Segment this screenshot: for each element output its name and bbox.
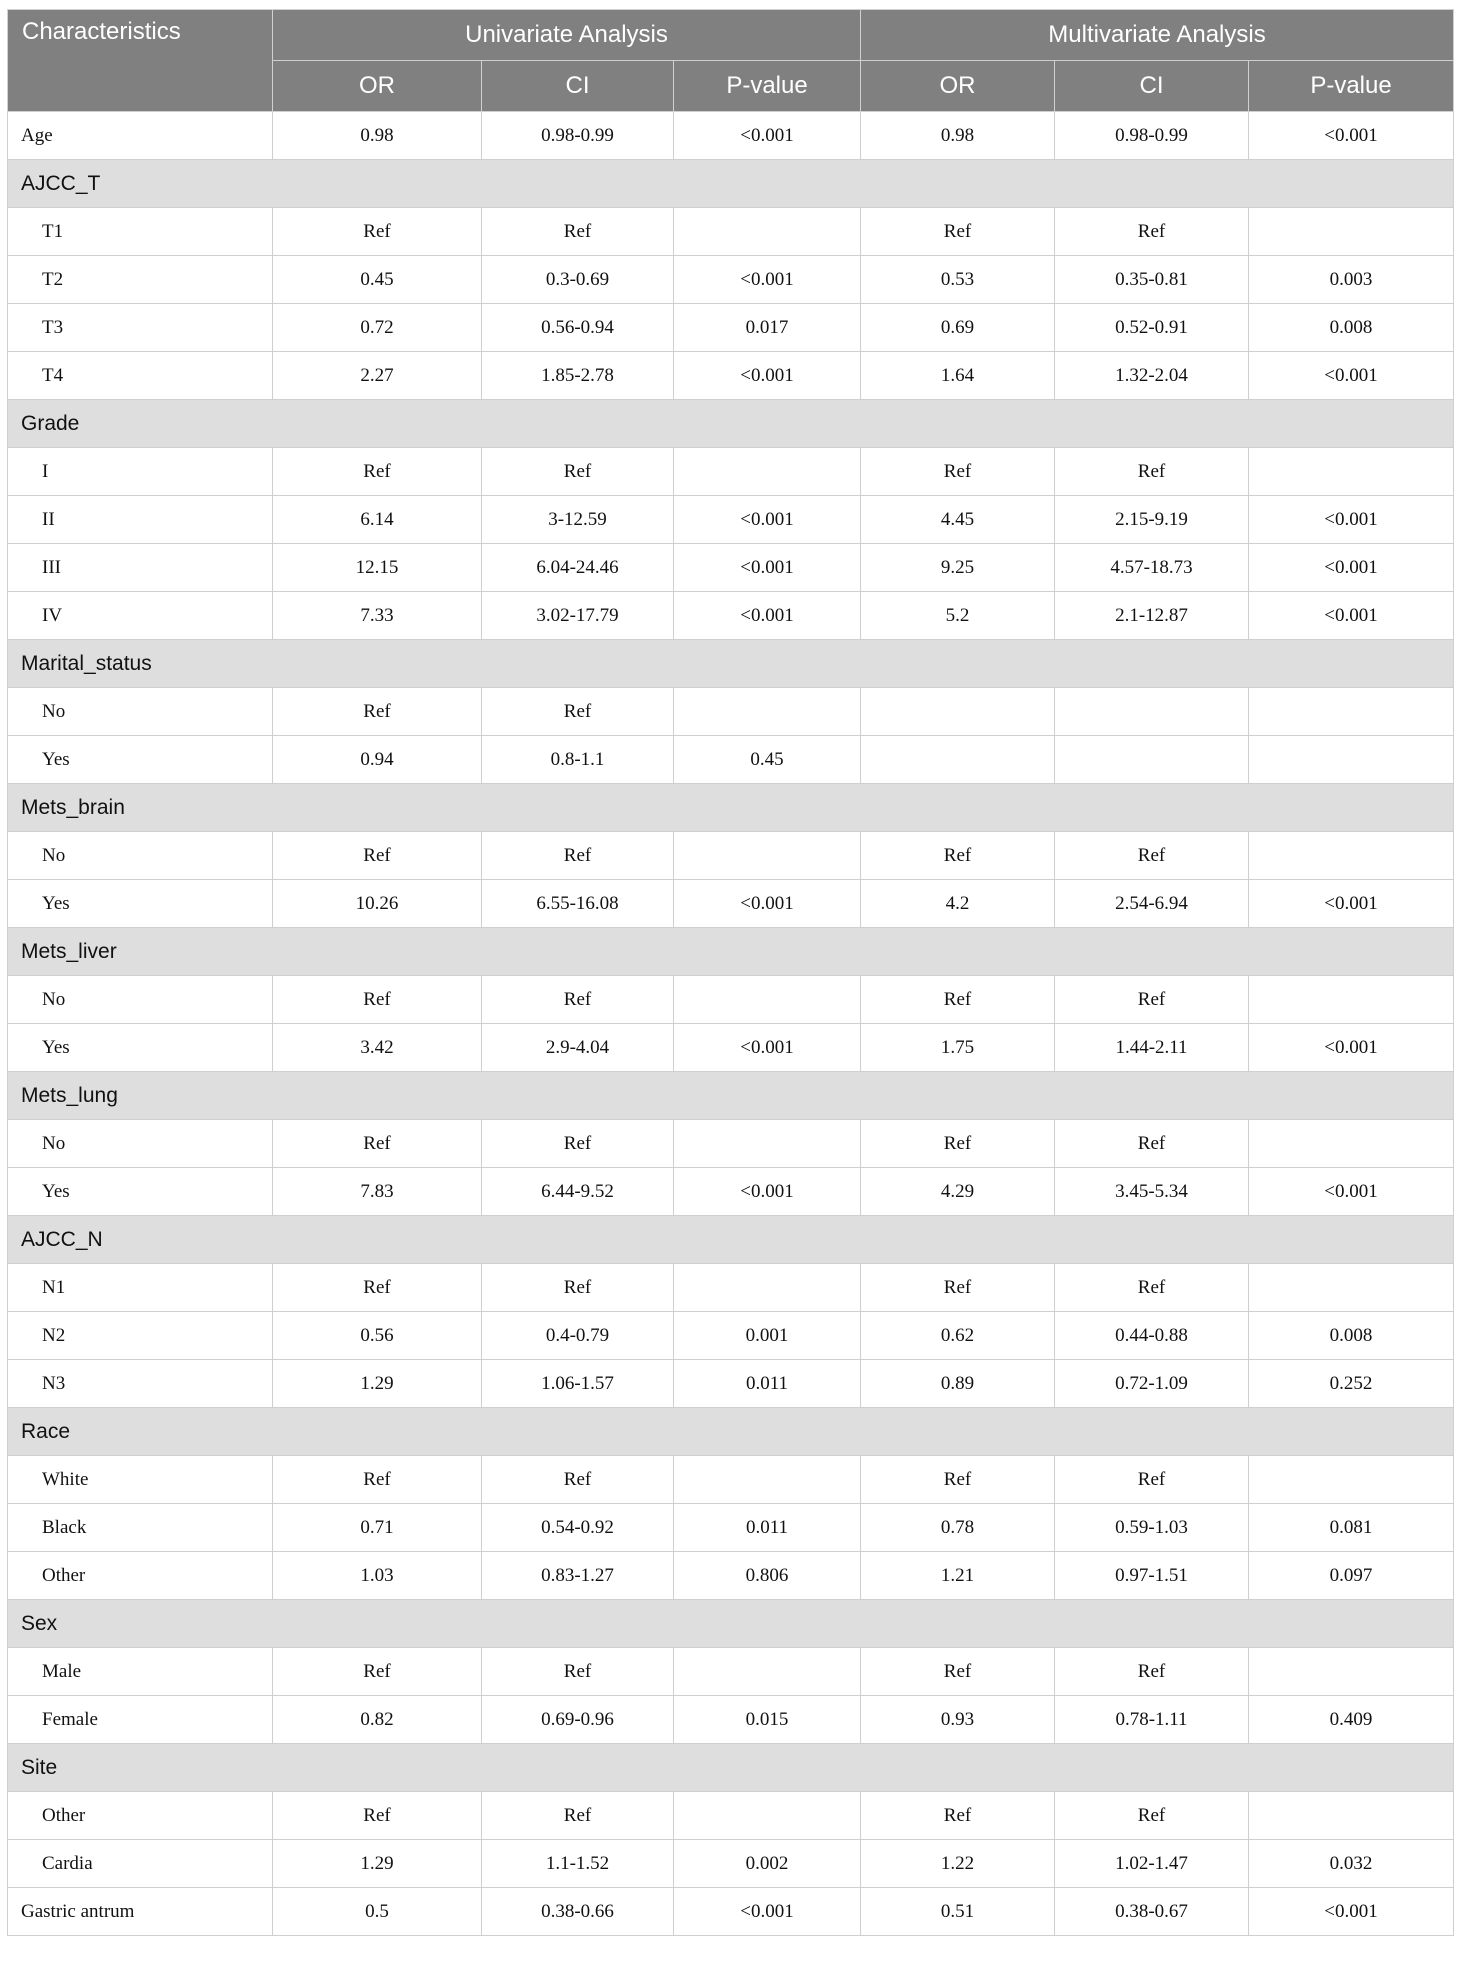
cell-univariate-or: 1.29 [273, 1360, 482, 1408]
cell-univariate-or: 12.15 [273, 544, 482, 592]
cell-univariate-or: 7.83 [273, 1168, 482, 1216]
cell-univariate-ci: 0.83-1.27 [482, 1552, 674, 1600]
group-label: Grade [8, 400, 1454, 448]
cell-univariate-pvalue: <0.001 [674, 1168, 861, 1216]
cell-univariate-pvalue [674, 1792, 861, 1840]
cell-multivariate-or: Ref [861, 976, 1055, 1024]
cell-univariate-or: Ref [273, 688, 482, 736]
table-row [8, 496, 1454, 544]
cell-multivariate-ci: 0.52-0.91 [1055, 304, 1249, 352]
group-label: Sex [8, 1600, 1454, 1648]
cell-univariate-or: 0.45 [273, 256, 482, 304]
cell-univariate-pvalue [674, 688, 861, 736]
cell-multivariate-or: 0.93 [861, 1696, 1055, 1744]
cell-univariate-ci: 0.4-0.79 [482, 1312, 674, 1360]
cell-univariate-pvalue: <0.001 [674, 496, 861, 544]
table-row [8, 112, 1454, 160]
cell-multivariate-or: Ref [861, 448, 1055, 496]
header-multivariate: Multivariate Analysis [861, 10, 1454, 61]
cell-univariate-or: 0.82 [273, 1696, 482, 1744]
cell-univariate-ci: 0.56-0.94 [482, 304, 674, 352]
cell-multivariate-ci [1055, 736, 1249, 784]
cell-multivariate-or: 5.2 [861, 592, 1055, 640]
cell-multivariate-pvalue: 0.008 [1249, 304, 1454, 352]
row-label: Yes [8, 1024, 273, 1072]
cell-multivariate-ci [1055, 688, 1249, 736]
cell-univariate-ci: Ref [482, 208, 674, 256]
table-row [8, 1120, 1454, 1168]
header-univariate-ci: CI [482, 61, 674, 112]
cell-univariate-or: Ref [273, 976, 482, 1024]
cell-univariate-or: 0.72 [273, 304, 482, 352]
header-row-groups [8, 10, 1454, 61]
cell-multivariate-ci: Ref [1055, 448, 1249, 496]
cell-univariate-pvalue [674, 1264, 861, 1312]
cell-univariate-pvalue: 0.015 [674, 1696, 861, 1744]
cell-univariate-or: 2.27 [273, 352, 482, 400]
cell-univariate-or: Ref [273, 1456, 482, 1504]
group-label: AJCC_T [8, 160, 1454, 208]
row-label: Gastric antrum [8, 1888, 273, 1936]
group-label: AJCC_N [8, 1216, 1454, 1264]
cell-univariate-or: Ref [273, 1120, 482, 1168]
cell-univariate-ci: 6.04-24.46 [482, 544, 674, 592]
cell-univariate-pvalue: 0.002 [674, 1840, 861, 1888]
group-label: Marital_status [8, 640, 1454, 688]
table-row [8, 1696, 1454, 1744]
group-label: Mets_liver [8, 928, 1454, 976]
cell-multivariate-or: 4.2 [861, 880, 1055, 928]
cell-univariate-ci: Ref [482, 976, 674, 1024]
cell-multivariate-or: 1.64 [861, 352, 1055, 400]
row-label: IV [8, 592, 273, 640]
row-label: White [8, 1456, 273, 1504]
cell-univariate-pvalue [674, 208, 861, 256]
cell-multivariate-or [861, 688, 1055, 736]
cell-multivariate-ci: Ref [1055, 976, 1249, 1024]
row-label: Cardia [8, 1840, 273, 1888]
group-header-row [8, 928, 1454, 976]
cell-univariate-ci: 0.3-0.69 [482, 256, 674, 304]
cell-univariate-pvalue: <0.001 [674, 880, 861, 928]
cell-multivariate-pvalue: <0.001 [1249, 112, 1454, 160]
cell-univariate-pvalue: 0.001 [674, 1312, 861, 1360]
cell-multivariate-ci: 4.57-18.73 [1055, 544, 1249, 592]
cell-univariate-or: Ref [273, 1648, 482, 1696]
cell-univariate-ci: 1.1-1.52 [482, 1840, 674, 1888]
group-label: Mets_brain [8, 784, 1454, 832]
table-body [8, 112, 1454, 1936]
cell-multivariate-ci: Ref [1055, 1792, 1249, 1840]
cell-univariate-pvalue [674, 1648, 861, 1696]
cell-multivariate-or: 0.51 [861, 1888, 1055, 1936]
cell-multivariate-or: Ref [861, 1456, 1055, 1504]
cell-univariate-or: 0.71 [273, 1504, 482, 1552]
cell-univariate-or: 0.98 [273, 112, 482, 160]
cell-multivariate-ci: 1.32-2.04 [1055, 352, 1249, 400]
cell-multivariate-pvalue: <0.001 [1249, 496, 1454, 544]
table-row [8, 832, 1454, 880]
cell-univariate-or: Ref [273, 1792, 482, 1840]
cell-multivariate-ci: 0.35-0.81 [1055, 256, 1249, 304]
cell-univariate-or: 3.42 [273, 1024, 482, 1072]
cell-multivariate-ci: 0.97-1.51 [1055, 1552, 1249, 1600]
cell-multivariate-ci: Ref [1055, 1456, 1249, 1504]
row-label: No [8, 688, 273, 736]
cell-multivariate-ci: 0.44-0.88 [1055, 1312, 1249, 1360]
cell-multivariate-pvalue [1249, 832, 1454, 880]
header-multivariate-or: OR [861, 61, 1055, 112]
cell-multivariate-pvalue: <0.001 [1249, 1168, 1454, 1216]
cell-multivariate-pvalue [1249, 1264, 1454, 1312]
table-row [8, 1648, 1454, 1696]
cell-multivariate-ci: 0.98-0.99 [1055, 112, 1249, 160]
group-header-row [8, 1072, 1454, 1120]
cell-univariate-ci: 0.38-0.66 [482, 1888, 674, 1936]
cell-multivariate-pvalue [1249, 1648, 1454, 1696]
cell-univariate-or: Ref [273, 1264, 482, 1312]
cell-multivariate-or: Ref [861, 1792, 1055, 1840]
cell-multivariate-or: 0.53 [861, 256, 1055, 304]
cell-univariate-pvalue: 0.45 [674, 736, 861, 784]
group-label: Mets_lung [8, 1072, 1454, 1120]
row-label: Age [8, 112, 273, 160]
cell-univariate-pvalue [674, 1120, 861, 1168]
row-label: T2 [8, 256, 273, 304]
cell-univariate-or: 6.14 [273, 496, 482, 544]
cell-univariate-ci: 3.02-17.79 [482, 592, 674, 640]
cell-multivariate-ci: Ref [1055, 1648, 1249, 1696]
table-row [8, 544, 1454, 592]
cell-multivariate-pvalue: <0.001 [1249, 880, 1454, 928]
group-header-row [8, 1600, 1454, 1648]
table-row [8, 592, 1454, 640]
cell-univariate-ci: 0.54-0.92 [482, 1504, 674, 1552]
cell-multivariate-ci: Ref [1055, 208, 1249, 256]
table-row [8, 352, 1454, 400]
row-label: I [8, 448, 273, 496]
table-row [8, 1792, 1454, 1840]
cell-univariate-ci: 0.69-0.96 [482, 1696, 674, 1744]
cell-multivariate-or: 9.25 [861, 544, 1055, 592]
cell-multivariate-ci: Ref [1055, 832, 1249, 880]
row-label: N3 [8, 1360, 273, 1408]
cell-multivariate-pvalue [1249, 736, 1454, 784]
cell-multivariate-pvalue: <0.001 [1249, 592, 1454, 640]
cell-multivariate-pvalue [1249, 1792, 1454, 1840]
row-label: Black [8, 1504, 273, 1552]
cell-univariate-or: Ref [273, 448, 482, 496]
table-row [8, 1312, 1454, 1360]
row-label: II [8, 496, 273, 544]
group-header-row [8, 640, 1454, 688]
cell-multivariate-pvalue: <0.001 [1249, 544, 1454, 592]
table-row [8, 1456, 1454, 1504]
cell-univariate-or: Ref [273, 208, 482, 256]
cell-multivariate-ci: Ref [1055, 1120, 1249, 1168]
cell-univariate-pvalue: <0.001 [674, 1888, 861, 1936]
table-row [8, 688, 1454, 736]
cell-univariate-ci: 2.9-4.04 [482, 1024, 674, 1072]
cell-univariate-ci: Ref [482, 1120, 674, 1168]
row-label: No [8, 976, 273, 1024]
cell-univariate-ci: 0.98-0.99 [482, 112, 674, 160]
cell-univariate-ci: 0.8-1.1 [482, 736, 674, 784]
cell-multivariate-or: Ref [861, 832, 1055, 880]
row-label: Yes [8, 1168, 273, 1216]
cell-univariate-or: 1.03 [273, 1552, 482, 1600]
cell-multivariate-pvalue [1249, 1456, 1454, 1504]
cell-multivariate-ci: 2.15-9.19 [1055, 496, 1249, 544]
group-header-row [8, 784, 1454, 832]
row-label: Female [8, 1696, 273, 1744]
table-row [8, 880, 1454, 928]
cell-univariate-ci: 3-12.59 [482, 496, 674, 544]
table-row [8, 1168, 1454, 1216]
table-row [8, 976, 1454, 1024]
group-label: Site [8, 1744, 1454, 1792]
cell-univariate-pvalue [674, 1456, 861, 1504]
row-label: N2 [8, 1312, 273, 1360]
cell-multivariate-or: Ref [861, 1264, 1055, 1312]
table-row [8, 1360, 1454, 1408]
table-row [8, 1840, 1454, 1888]
group-label: Race [8, 1408, 1454, 1456]
cell-univariate-pvalue: 0.017 [674, 304, 861, 352]
group-header-row [8, 1408, 1454, 1456]
cell-univariate-pvalue: <0.001 [674, 352, 861, 400]
row-label: No [8, 1120, 273, 1168]
cell-multivariate-ci: 0.72-1.09 [1055, 1360, 1249, 1408]
row-label: Male [8, 1648, 273, 1696]
cell-multivariate-pvalue: 0.409 [1249, 1696, 1454, 1744]
cell-multivariate-pvalue: <0.001 [1249, 352, 1454, 400]
cell-multivariate-pvalue: 0.032 [1249, 1840, 1454, 1888]
header-multivariate-pvalue: P-value [1249, 61, 1454, 112]
cell-multivariate-pvalue: 0.097 [1249, 1552, 1454, 1600]
cell-multivariate-or: 4.29 [861, 1168, 1055, 1216]
cell-univariate-ci: Ref [482, 448, 674, 496]
cell-univariate-pvalue [674, 976, 861, 1024]
cell-univariate-or: Ref [273, 832, 482, 880]
cell-multivariate-pvalue: 0.008 [1249, 1312, 1454, 1360]
cell-univariate-pvalue: <0.001 [674, 544, 861, 592]
row-label: No [8, 832, 273, 880]
cell-multivariate-pvalue: 0.081 [1249, 1504, 1454, 1552]
cell-multivariate-ci: 0.38-0.67 [1055, 1888, 1249, 1936]
cell-multivariate-or: 0.89 [861, 1360, 1055, 1408]
cell-univariate-or: 0.94 [273, 736, 482, 784]
row-label: III [8, 544, 273, 592]
cell-univariate-pvalue: <0.001 [674, 256, 861, 304]
cell-univariate-or: 10.26 [273, 880, 482, 928]
row-label: T4 [8, 352, 273, 400]
cell-multivariate-or: 0.62 [861, 1312, 1055, 1360]
cell-multivariate-ci: 0.59-1.03 [1055, 1504, 1249, 1552]
table-row [8, 1264, 1454, 1312]
cell-multivariate-pvalue [1249, 1120, 1454, 1168]
group-header-row [8, 160, 1454, 208]
cell-univariate-ci: Ref [482, 1648, 674, 1696]
cell-multivariate-pvalue [1249, 208, 1454, 256]
cell-multivariate-ci: 1.02-1.47 [1055, 1840, 1249, 1888]
cell-univariate-pvalue: <0.001 [674, 112, 861, 160]
cell-multivariate-ci: Ref [1055, 1264, 1249, 1312]
header-univariate-or: OR [273, 61, 482, 112]
cell-univariate-ci: 6.55-16.08 [482, 880, 674, 928]
table-row [8, 1504, 1454, 1552]
row-label: Yes [8, 880, 273, 928]
cell-univariate-or: 1.29 [273, 1840, 482, 1888]
cell-multivariate-or: Ref [861, 1120, 1055, 1168]
table-row [8, 1552, 1454, 1600]
row-label: Other [8, 1552, 273, 1600]
cell-multivariate-or: 0.98 [861, 112, 1055, 160]
table-row [8, 1888, 1454, 1936]
header-univariate: Univariate Analysis [273, 10, 861, 61]
table-row [8, 736, 1454, 784]
cell-multivariate-ci: 0.78-1.11 [1055, 1696, 1249, 1744]
cell-multivariate-ci: 3.45-5.34 [1055, 1168, 1249, 1216]
cell-multivariate-or: Ref [861, 208, 1055, 256]
cell-multivariate-or: 0.69 [861, 304, 1055, 352]
cell-univariate-ci: 6.44-9.52 [482, 1168, 674, 1216]
row-label: Other [8, 1792, 273, 1840]
cell-univariate-or: 0.5 [273, 1888, 482, 1936]
cell-univariate-ci: 1.06-1.57 [482, 1360, 674, 1408]
cell-multivariate-or: 1.75 [861, 1024, 1055, 1072]
cell-multivariate-or [861, 736, 1055, 784]
cell-univariate-pvalue [674, 832, 861, 880]
cell-univariate-ci: Ref [482, 1264, 674, 1312]
cell-univariate-pvalue: <0.001 [674, 592, 861, 640]
cell-multivariate-pvalue [1249, 448, 1454, 496]
cell-multivariate-ci: 1.44-2.11 [1055, 1024, 1249, 1072]
cell-multivariate-pvalue: 0.003 [1249, 256, 1454, 304]
group-header-row [8, 1744, 1454, 1792]
header-characteristics: Characteristics [8, 10, 273, 112]
row-label: Yes [8, 736, 273, 784]
header-univariate-pvalue: P-value [674, 61, 861, 112]
cell-multivariate-pvalue [1249, 976, 1454, 1024]
cell-univariate-ci: Ref [482, 1792, 674, 1840]
cell-univariate-ci: Ref [482, 1456, 674, 1504]
cell-univariate-pvalue: 0.806 [674, 1552, 861, 1600]
row-label: T3 [8, 304, 273, 352]
table-row [8, 256, 1454, 304]
cell-univariate-ci: 1.85-2.78 [482, 352, 674, 400]
cell-univariate-ci: Ref [482, 832, 674, 880]
cell-multivariate-pvalue: <0.001 [1249, 1024, 1454, 1072]
group-header-row [8, 1216, 1454, 1264]
table-container [7, 9, 1453, 1936]
cell-univariate-pvalue [674, 448, 861, 496]
table-row [8, 208, 1454, 256]
table-row [8, 304, 1454, 352]
table-row [8, 448, 1454, 496]
regression-table [7, 9, 1454, 1936]
cell-univariate-pvalue: 0.011 [674, 1504, 861, 1552]
header-multivariate-ci: CI [1055, 61, 1249, 112]
cell-multivariate-or: 4.45 [861, 496, 1055, 544]
cell-multivariate-ci: 2.1-12.87 [1055, 592, 1249, 640]
cell-multivariate-ci: 2.54-6.94 [1055, 880, 1249, 928]
cell-univariate-or: 7.33 [273, 592, 482, 640]
cell-univariate-ci: Ref [482, 688, 674, 736]
row-label: T1 [8, 208, 273, 256]
cell-multivariate-pvalue: 0.252 [1249, 1360, 1454, 1408]
cell-univariate-pvalue: <0.001 [674, 1024, 861, 1072]
cell-multivariate-or: Ref [861, 1648, 1055, 1696]
table-row [8, 1024, 1454, 1072]
cell-multivariate-or: 1.22 [861, 1840, 1055, 1888]
row-label: N1 [8, 1264, 273, 1312]
cell-multivariate-pvalue [1249, 688, 1454, 736]
cell-multivariate-or: 1.21 [861, 1552, 1055, 1600]
table-header [8, 10, 1454, 112]
cell-univariate-pvalue: 0.011 [674, 1360, 861, 1408]
cell-multivariate-pvalue: <0.001 [1249, 1888, 1454, 1936]
group-header-row [8, 400, 1454, 448]
cell-univariate-or: 0.56 [273, 1312, 482, 1360]
cell-multivariate-or: 0.78 [861, 1504, 1055, 1552]
